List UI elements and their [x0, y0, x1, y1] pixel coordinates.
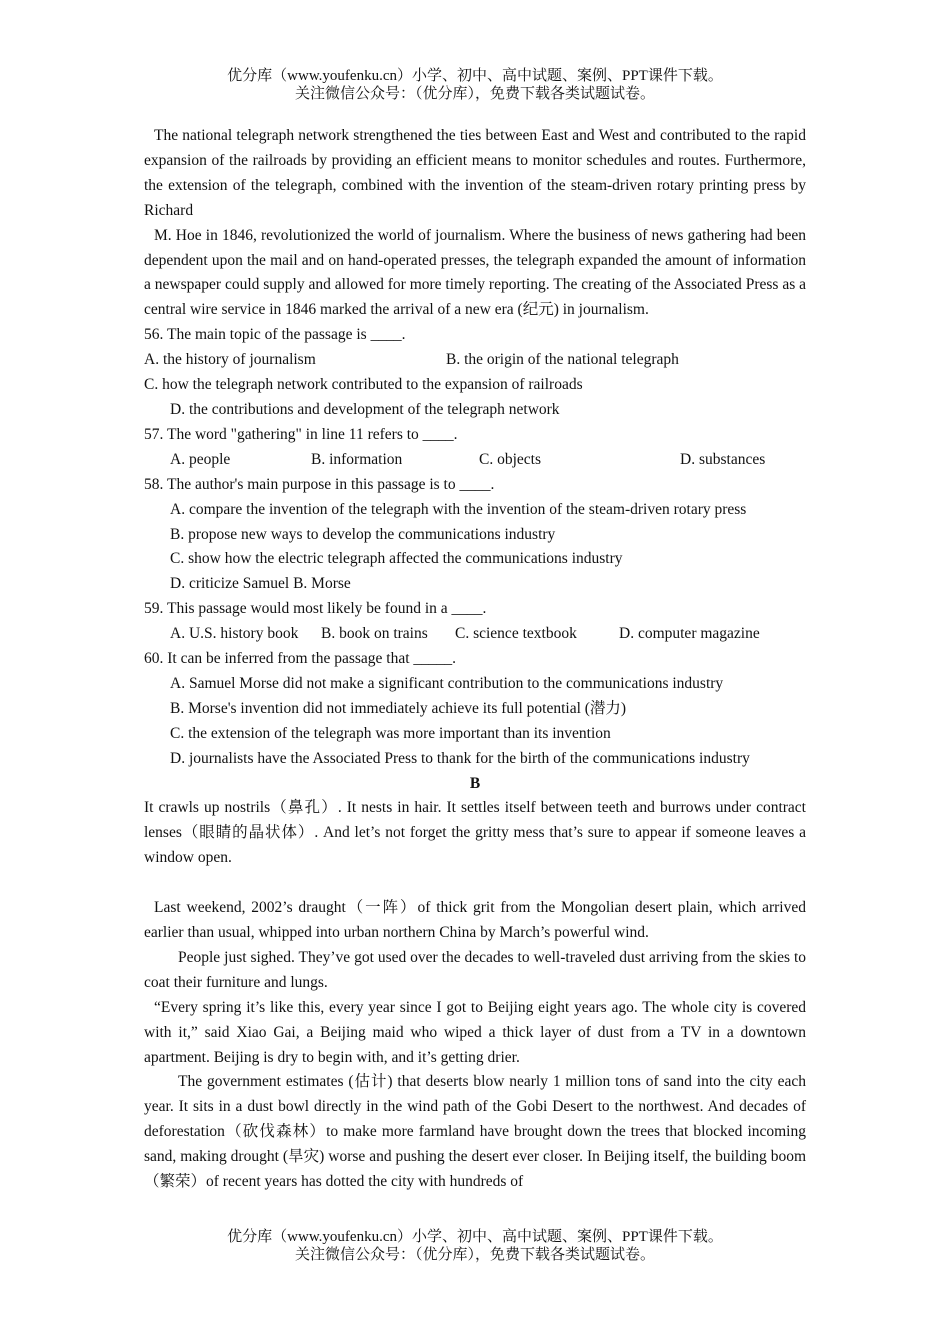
question-57-option-a: A. people	[170, 450, 231, 468]
question-56-option-a: A. the history of journalism	[144, 351, 316, 369]
question-60-option-b: B. Morse's invention did not immediately achieve its full potential (潜力)	[170, 699, 627, 717]
passage-b-paragraph-4: “Every spring it’s like this, every year since I got to Beijing eight years ago. The whole city is covered with it,” said Xiao Gai, a Beijing maid who wiped a thick layer of dust from a TV in a downtown apartment. Beijing is dry to begin with, and it’s getting drier.	[144, 998, 806, 1066]
question-60-stem: 60. It can be inferred from the passage that _____.	[144, 650, 457, 668]
question-56-option-b: B. the origin of the national telegraph	[446, 351, 679, 369]
question-57-option-c: C. objects	[479, 450, 541, 468]
question-56-option-d: D. the contributions and development of the telegraph network	[170, 400, 560, 418]
question-56-stem: 56. The main topic of the passage is ____.	[144, 326, 406, 344]
question-60-option-a: A. Samuel Morse did not make a significant contribution to the communications industry	[170, 674, 724, 692]
header-line-1: 优分库（www.youfenku.cn）小学、初中、高中试题、案例、PPT课件下载。	[227, 68, 723, 84]
question-60-option-d: D. journalists have the Associated Press to thank for the birth of the communications industry	[170, 749, 750, 767]
footer-line-1: 优分库（www.youfenku.cn）小学、初中、高中试题、案例、PPT课件下载。	[227, 1229, 723, 1245]
passage-b-paragraph-3: People just sighed. They’ve got used over the decades to well-traveled dust arriving from the skies to coat their furniture and lungs.	[144, 948, 806, 991]
question-59-option-d: D. computer magazine	[619, 625, 760, 643]
question-58-option-a: A. compare the invention of the telegraph with the invention of the steam-driven rotary press	[170, 500, 747, 518]
question-59-options	[144, 622, 806, 647]
question-57-stem: 57. The word "gathering" in line 11 refers to ____.	[144, 425, 458, 443]
passage-b-paragraph-5: The government estimates (估计) that deserts blow nearly 1 million tons of sand into the city each year. It sits in a dust bowl directly in the wind path of the Gobi Desert to the northwest. And decades of deforestation（砍伐森林）to make more farmland have brought down the trees that blocked incoming sand, making drought (旱灾) worse and pushing the desert ever closer. In Beijing itself, the building boom（繁荣）of recent years has dotted the city with hundreds of	[144, 1073, 806, 1191]
page-footer	[0, 1228, 950, 1264]
passage-b-paragraph-2: Last weekend, 2002’s draught（一阵）of thick grit from the Mongolian desert plain, which arrived earlier than usual, whipped into urban northern China by March’s powerful wind.	[144, 899, 806, 941]
question-56-options-row-1	[144, 348, 806, 373]
question-59-stem: 59. This passage would most likely be found in a ____.	[144, 600, 487, 618]
question-57-option-b: B. information	[311, 450, 403, 468]
section-b-heading: B	[469, 774, 481, 792]
question-58-option-b: B. propose new ways to develop the communications industry	[170, 525, 556, 543]
passage-a-paragraph-1: The national telegraph network strengthened the ties between East and West and contributed to the rapid expansion of the railroads by providing an efficient means to monitor schedules and routes. Furthermore, the extension of the telegraph, combined with the invention of the steam-driven rotary printing press by Richard	[144, 127, 806, 219]
question-57-option-d: D. substances	[680, 450, 766, 468]
question-56-option-c: C. how the telegraph network contributed to the expansion of railroads	[144, 376, 583, 394]
passage-a-paragraph-2: M. Hoe in 1846, revolutionized the world of journalism. Where the business of news gathering had been dependent upon the mail and on hand-operated presses, the telegraph expanded the amount of information a newspaper could supply and allowed for more timely reporting. The creating of the Associated Press as a central wire service in 1846 marked the arrival of a new era (纪元) in journalism.	[144, 226, 806, 319]
page-header	[0, 67, 950, 103]
question-59-option-c: C. science textbook	[455, 625, 577, 643]
question-60-option-c: C. the extension of the telegraph was more important than its invention	[170, 724, 611, 742]
question-57-options	[144, 448, 806, 473]
passage-b-paragraph-1: It crawls up nostrils（鼻孔）. It nests in hair. It settles itself between teeth and burrows under contract lenses（眼睛的晶状体）. And let’s not forget the gritty mess that’s sure to appear if someone leaves a window open.	[144, 799, 806, 867]
footer-line-2: 关注微信公众号：（优分库），免费下载各类试题试卷。	[294, 1247, 655, 1263]
question-59-option-a: A. U.S. history book	[170, 625, 299, 643]
question-59-option-b: B. book on trains	[321, 625, 428, 643]
document-body	[144, 124, 806, 1195]
question-58-stem: 58. The author's main purpose in this passage is to ____.	[144, 475, 495, 493]
question-58-option-d: D. criticize Samuel B. Morse	[170, 575, 351, 593]
blank-line	[144, 871, 806, 896]
header-line-2: 关注微信公众号：（优分库），免费下载各类试题试卷。	[294, 86, 655, 102]
question-58-option-c: C. show how the electric telegraph affected the communications industry	[170, 550, 623, 568]
